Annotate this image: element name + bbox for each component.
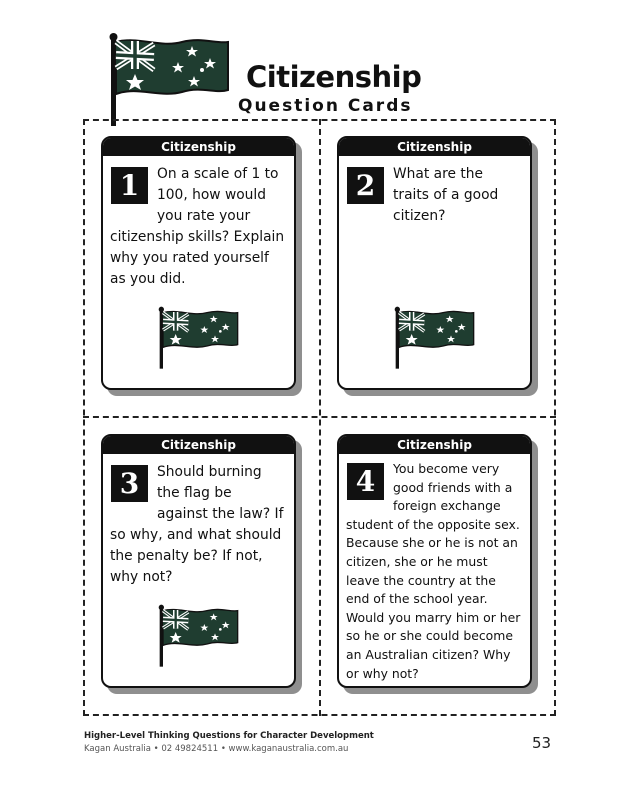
card-number: 1 <box>111 167 148 204</box>
page-subtitle: Question Cards <box>238 96 413 116</box>
cut-line-horizontal <box>83 416 556 418</box>
card-header: Citizenship <box>339 138 530 156</box>
card-body <box>339 156 530 227</box>
card-question: You become very good friends with a foreign exchange student of the opposite sex. Because she or he is not an citizen, she or he must leave the country at the end of the school year. Would you marry him or her so he or she could become an Australian citizen? Why or why not? <box>346 461 521 681</box>
card-question: What are the traits of a good citizen? <box>393 166 499 224</box>
card-header: Citizenship <box>339 436 530 454</box>
page-number: 53 <box>532 734 552 752</box>
footer-publisher: Kagan Australia • 02 49824511 • www.kaganaustralia.com.au <box>84 744 349 754</box>
question-card-2 <box>337 136 532 390</box>
question-card-3 <box>101 434 296 688</box>
question-card-4 <box>337 434 532 688</box>
card-number: 4 <box>347 463 384 500</box>
card-question: On a scale of 1 to 100, how would you rate your citizenship skills? Explain why you rated yourself as you did. <box>110 166 285 287</box>
page-title: Citizenship <box>246 60 422 94</box>
card-number: 2 <box>347 167 384 204</box>
card-question: Should burning the flag be against the law? If so why, and what should the penalty be? If not, why not? <box>110 464 284 585</box>
card-body <box>103 156 294 290</box>
card-number: 3 <box>111 465 148 502</box>
question-card-1 <box>101 136 296 390</box>
australian-flag-icon <box>389 306 481 370</box>
australian-flag-icon <box>108 32 232 128</box>
card-header: Citizenship <box>103 138 294 156</box>
card-body <box>103 454 294 588</box>
card-body <box>339 454 530 683</box>
australian-flag-icon <box>153 306 245 370</box>
australian-flag-icon <box>153 604 245 668</box>
footer-book-title: Higher-Level Thinking Questions for Character Development <box>84 731 374 741</box>
card-header: Citizenship <box>103 436 294 454</box>
